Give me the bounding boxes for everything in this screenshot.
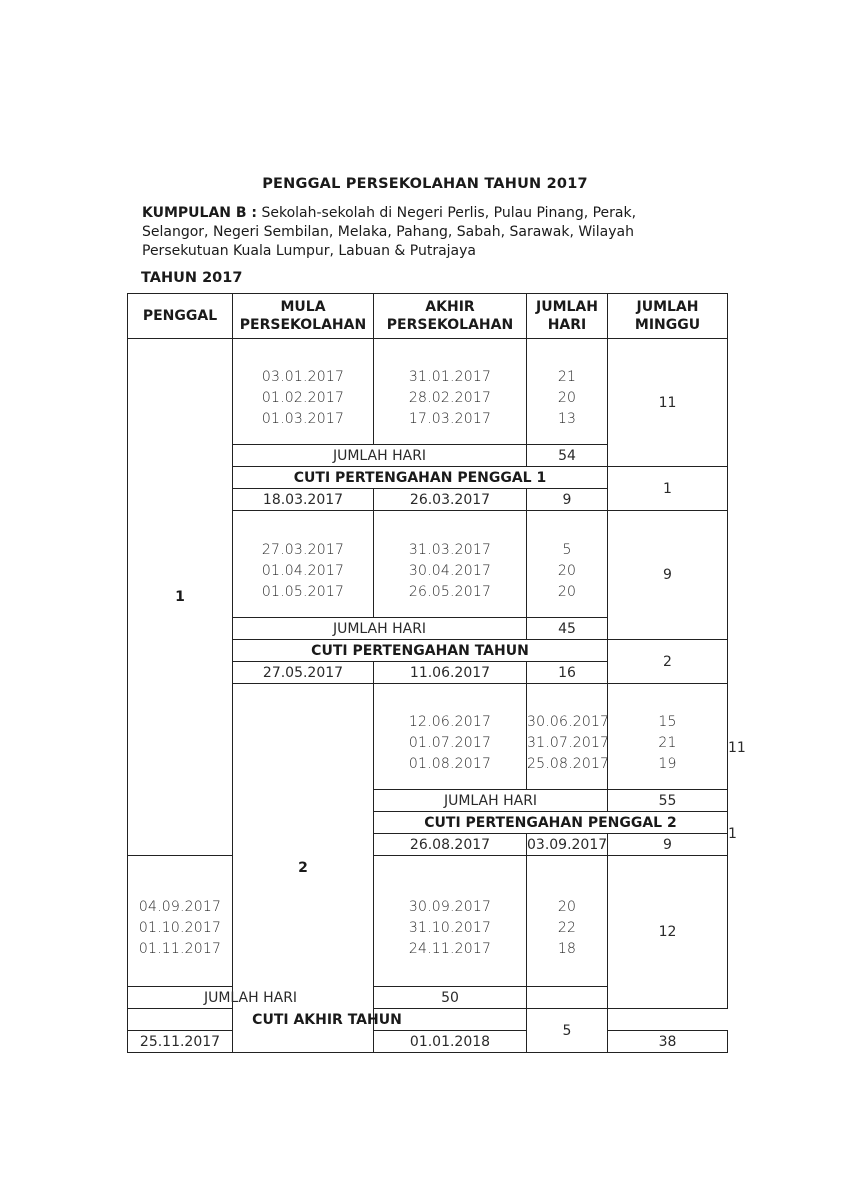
mula-dates-cell-value: 01.03.2017 [261,411,345,427]
term-date-row [128,339,728,445]
jumlah-hari-total: 50 [374,987,527,1009]
mula-dates-cell-value: 01.05.2017 [261,583,345,600]
penggal-cell [128,339,233,856]
mula-dates-cell-value: 04.09.2017 [138,898,222,915]
mula-dates-cell [128,856,233,987]
holiday-hari: 9 [527,489,608,511]
akhir-dates-cell-value: 24.11.2017 [408,940,492,957]
header-jumlah-hari: JUMLAH HARI [527,294,608,339]
hari-values-cell-value: 20 [557,898,577,915]
hari-values-cell-value: 21 [658,735,677,751]
hari-values-cell [527,856,608,987]
mula-dates-cell [374,684,527,790]
holiday-hari: 16 [527,662,608,684]
mula-dates-cell-value: 27.03.2017 [261,541,345,558]
group-label: KUMPULAN B : [142,205,258,221]
group-description-text: Sekolah-sekolah di Negeri Perlis, Pulau Pinang, Perak, Selangor, Negeri Sembilan, Melaka, Pahang, Sabah, Sarawak, Wilayah Persekutuan Kuala Lumpur, Labuan & Putrajaya [142,205,637,259]
akhir-dates-cell [374,511,527,618]
mula-dates-cell-value: 01.04.2017 [261,562,345,579]
akhir-dates-cell-value: 31.10.2017 [408,919,492,936]
akhir-dates-cell-value: 17.03.2017 [408,411,492,427]
jumlah-minggu-cell: 11 [608,339,728,467]
group-description [142,204,702,261]
akhir-dates-cell-value: 25.08.2017 [527,756,610,772]
akhir-dates-cell [527,684,608,790]
hari-values-cell-value: 20 [557,562,577,579]
penggal-label: 2 [298,860,308,876]
mula-dates-cell-value: 12.06.2017 [408,714,492,730]
akhir-dates-cell-value: 28.02.2017 [408,390,492,406]
hari-values-cell-value: 21 [557,369,577,385]
document-title: PENGGAL PERSEKOLAHAN TAHUN 2017 [262,176,588,192]
mula-dates-cell-value: 01.07.2017 [408,735,492,751]
holiday-title-row: CUTI PERTENGAHAN PENGGAL 2 1 [128,812,728,834]
holiday-title-row [128,1009,728,1031]
holiday-akhir: 11.06.2017 [374,662,527,684]
mula-dates-cell-value: 01.11.2017 [138,940,222,957]
hari-values-cell-value: 22 [557,919,577,936]
hari-values-cell-value: 13 [557,411,577,427]
hari-values-cell [527,511,608,618]
akhir-dates-cell-value: 30.04.2017 [408,562,492,579]
term-date-row [128,856,728,987]
hari-values-cell-value: 19 [658,756,677,772]
table-header-row [128,294,728,339]
akhir-dates-cell [374,339,527,445]
hari-values-cell-value: 15 [658,714,677,730]
holiday-minggu-cell: 2 [608,640,728,684]
hari-values-cell-value: 20 [557,390,577,406]
hari-values-cell-value: 5 [562,541,572,558]
holiday-minggu-cell: 5 [527,1009,608,1053]
jumlah-minggu-cell: 9 [608,511,728,640]
header-jumlah-minggu: JUMLAH MINGGU [608,294,728,339]
term-date-row: 2 12.06.2017 01.07.2017 01.08.2017 30.06.2017 31.07.2017 25.08.2017 15 21 19 11 [128,684,728,790]
holiday-akhir: 26.03.2017 [374,489,527,511]
holiday-akhir: 03.09.2017 [527,834,608,856]
holiday-akhir: 01.01.2018 [374,1031,527,1053]
akhir-dates-cell-value: 31.01.2017 [408,369,492,385]
hari-values-cell [608,684,728,790]
holiday-title: CUTI PERTENGAHAN PENGGAL 2 [374,812,728,834]
mula-dates-cell-value: 01.08.2017 [408,756,492,772]
header-mula: MULA PERSEKOLAHAN [233,294,374,339]
hari-values-cell-value: 18 [557,940,577,957]
holiday-mula: 26.08.2017 [374,834,527,856]
penggal-label: 1 [175,589,185,605]
holiday-hari: 38 [608,1031,728,1053]
holiday-mula: 27.05.2017 [233,662,374,684]
jumlah-hari-label: JUMLAH HARI [233,618,527,640]
mula-dates-cell-value: 03.01.2017 [261,369,345,385]
holiday-title: CUTI AKHIR TAHUN [128,1009,527,1031]
holiday-hari: 9 [608,834,728,856]
akhir-dates-cell [374,856,527,987]
akhir-dates-cell-value: 30.09.2017 [408,898,492,915]
hari-values-cell [527,339,608,445]
jumlah-hari-label: JUMLAH HARI [128,987,374,1009]
jumlah-hari-total: 45 [527,618,608,640]
mula-dates-cell [233,339,374,445]
holiday-mula: 18.03.2017 [233,489,374,511]
jumlah-hari-label: JUMLAH HARI [233,445,527,467]
akhir-dates-cell-value: 31.07.2017 [527,735,610,751]
jumlah-hari-label: JUMLAH HARI [374,790,608,812]
akhir-dates-cell-value: 31.03.2017 [408,541,492,558]
jumlah-minggu-cell: 12 [608,856,728,1009]
header-penggal: PENGGAL [128,294,233,339]
holiday-date-row [128,1031,728,1053]
mula-dates-cell [233,511,374,618]
akhir-dates-cell-value: 26.05.2017 [408,583,492,600]
akhir-dates-cell-value: 30.06.2017 [527,714,610,730]
mula-dates-cell-value: 01.02.2017 [261,390,345,406]
holiday-title: CUTI PERTENGAHAN PENGGAL 1 [233,467,608,489]
hari-values-cell-value: 20 [557,583,577,600]
holiday-title: CUTI PERTENGAHAN TAHUN [233,640,608,662]
mula-dates-cell-value: 01.10.2017 [138,919,222,936]
year-label: TAHUN 2017 [141,270,243,286]
holiday-mula: 25.11.2017 [128,1031,233,1053]
header-akhir: AKHIR PERSEKOLAHAN [374,294,527,339]
school-term-table [127,293,746,1053]
jumlah-hari-total: 54 [527,445,608,467]
jumlah-hari-total: 55 [608,790,728,812]
holiday-minggu-cell: 1 [608,467,728,511]
